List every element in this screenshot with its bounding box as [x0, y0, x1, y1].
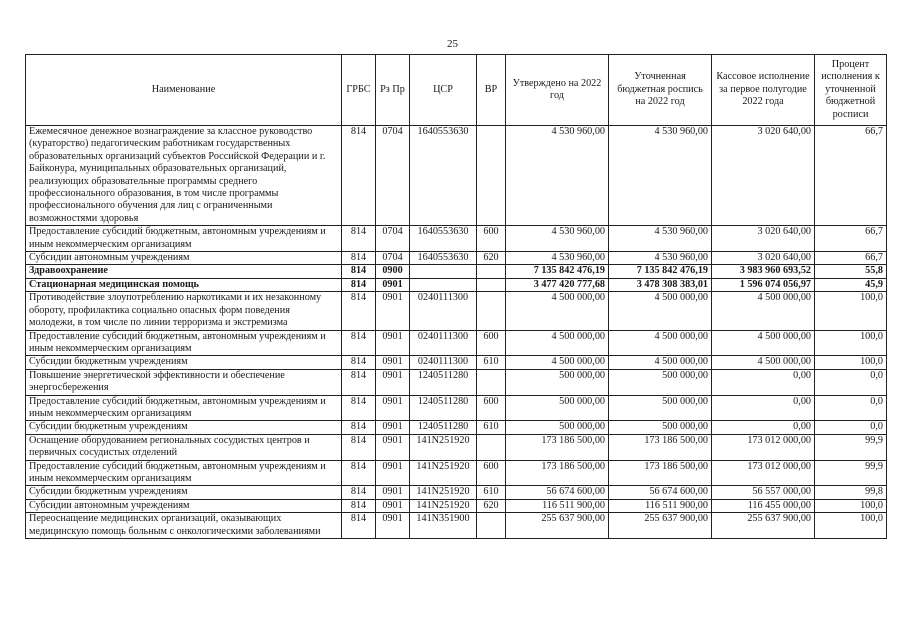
cell-approved: 4 500 000,00 [506, 292, 609, 330]
cell-grbs: 814 [342, 356, 376, 369]
cell-cash: 3 983 960 693,52 [712, 265, 815, 278]
table-row [26, 265, 887, 278]
cell-cash: 1 596 074 056,97 [712, 278, 815, 291]
cell-name: Оснащение оборудованием региональных сосудистых центров и первичных сосудистых отделений [26, 434, 342, 460]
cell-rzpr: 0901 [376, 278, 410, 291]
cell-rzpr: 0901 [376, 292, 410, 330]
cell-vr: 610 [477, 421, 506, 434]
cell-approved: 500 000,00 [506, 421, 609, 434]
cell-vr [477, 369, 506, 395]
cell-cash: 4 500 000,00 [712, 356, 815, 369]
cell-refined: 173 186 500,00 [609, 434, 712, 460]
page-number: 25 [447, 38, 458, 50]
table-row [26, 460, 887, 486]
cell-name: Субсидии бюджетным учреждениям [26, 421, 342, 434]
header-csr: ЦСР [410, 55, 477, 126]
table-row [26, 226, 887, 252]
cell-csr: 1240511280 [410, 369, 477, 395]
cell-approved: 500 000,00 [506, 395, 609, 421]
cell-approved: 4 500 000,00 [506, 330, 609, 356]
cell-grbs: 814 [342, 126, 376, 226]
table-row [26, 252, 887, 265]
cell-csr: 1640553630 [410, 226, 477, 252]
cell-cash: 0,00 [712, 421, 815, 434]
cell-name: Субсидии бюджетным учреждениям [26, 356, 342, 369]
cell-vr: 600 [477, 330, 506, 356]
cell-approved: 500 000,00 [506, 369, 609, 395]
cell-refined: 500 000,00 [609, 395, 712, 421]
table-row [26, 278, 887, 291]
cell-percent: 99,8 [815, 486, 887, 499]
cell-percent: 100,0 [815, 292, 887, 330]
cell-rzpr: 0901 [376, 330, 410, 356]
header-approved: Утверждено на 2022 год [506, 55, 609, 126]
cell-refined: 4 500 000,00 [609, 330, 712, 356]
header-vr: ВР [477, 55, 506, 126]
cell-csr [410, 265, 477, 278]
cell-vr: 600 [477, 226, 506, 252]
header-grbs: ГРБС [342, 55, 376, 126]
cell-grbs: 814 [342, 499, 376, 512]
cell-name: Ежемесячное денежное вознаграждение за классное руководство (кураторство) педагогическим работникам государственных образовательных организаций субъектов Российской Федерации и г. Байконура, муниципальных образовательных организаций, реализующих образовательные программы среднего профессионального образования, в том числе программы профессионального обучения для лиц с ограниченными возможностями здоровья [26, 126, 342, 226]
cell-percent: 99,9 [815, 460, 887, 486]
cell-grbs: 814 [342, 486, 376, 499]
cell-cash: 173 012 000,00 [712, 460, 815, 486]
table-row [26, 126, 887, 226]
cell-csr: 141N351900 [410, 513, 477, 539]
cell-percent: 100,0 [815, 356, 887, 369]
cell-cash: 3 020 640,00 [712, 252, 815, 265]
cell-cash: 3 020 640,00 [712, 226, 815, 252]
cell-name: Переоснащение медицинских организаций, оказывающих медицинскую помощь больным с онкологическими заболеваниями [26, 513, 342, 539]
cell-approved: 173 186 500,00 [506, 434, 609, 460]
cell-name: Стационарная медицинская помощь [26, 278, 342, 291]
cell-percent: 100,0 [815, 499, 887, 512]
cell-rzpr: 0704 [376, 126, 410, 226]
cell-refined: 4 500 000,00 [609, 356, 712, 369]
cell-refined: 173 186 500,00 [609, 460, 712, 486]
cell-rzpr: 0901 [376, 513, 410, 539]
cell-name: Противодействие злоупотреблению наркотиками и их незаконному обороту, профилактика социально опасных форм поведения молодежи, в том числе по линии терроризма и экстремизма [26, 292, 342, 330]
cell-percent: 99,9 [815, 434, 887, 460]
cell-vr: 620 [477, 252, 506, 265]
cell-grbs: 814 [342, 226, 376, 252]
cell-vr: 620 [477, 499, 506, 512]
cell-refined: 255 637 900,00 [609, 513, 712, 539]
table-header-row [26, 55, 887, 126]
cell-refined: 4 530 960,00 [609, 252, 712, 265]
header-cash: Кассовое исполнение за первое полугодие 2022 года [712, 55, 815, 126]
cell-rzpr: 0704 [376, 226, 410, 252]
cell-refined: 4 530 960,00 [609, 226, 712, 252]
cell-grbs: 814 [342, 513, 376, 539]
table-row [26, 486, 887, 499]
header-percent: Процент исполнения к уточненной бюджетной росписи [815, 55, 887, 126]
budget-table [25, 54, 887, 539]
cell-name: Субсидии автономным учреждениям [26, 252, 342, 265]
cell-approved: 56 674 600,00 [506, 486, 609, 499]
header-name: Наименование [26, 55, 342, 126]
cell-refined: 4 500 000,00 [609, 292, 712, 330]
header-refined: Уточненная бюджетная роспись на 2022 год [609, 55, 712, 126]
cell-vr: 600 [477, 395, 506, 421]
cell-percent: 0,0 [815, 395, 887, 421]
cell-approved: 4 530 960,00 [506, 252, 609, 265]
cell-name: Предоставление субсидий бюджетным, автономным учреждениям и иным некоммерческим организациям [26, 395, 342, 421]
cell-vr: 600 [477, 460, 506, 486]
cell-grbs: 814 [342, 252, 376, 265]
cell-approved: 7 135 842 476,19 [506, 265, 609, 278]
cell-csr: 0240111300 [410, 292, 477, 330]
cell-csr: 1640553630 [410, 252, 477, 265]
cell-name: Предоставление субсидий бюджетным, автономным учреждениям и иным некоммерческим организациям [26, 226, 342, 252]
cell-cash: 116 455 000,00 [712, 499, 815, 512]
cell-approved: 255 637 900,00 [506, 513, 609, 539]
cell-rzpr: 0901 [376, 499, 410, 512]
cell-rzpr: 0901 [376, 356, 410, 369]
table-row [26, 499, 887, 512]
cell-cash: 3 020 640,00 [712, 126, 815, 226]
cell-grbs: 814 [342, 278, 376, 291]
cell-name: Повышение энергетической эффективности и обеспечение энергосбережения [26, 369, 342, 395]
cell-grbs: 814 [342, 265, 376, 278]
cell-name: Субсидии автономным учреждениям [26, 499, 342, 512]
cell-grbs: 814 [342, 330, 376, 356]
cell-percent: 55,8 [815, 265, 887, 278]
cell-rzpr: 0901 [376, 460, 410, 486]
cell-percent: 0,0 [815, 369, 887, 395]
cell-vr [477, 292, 506, 330]
cell-grbs: 814 [342, 292, 376, 330]
cell-percent: 66,7 [815, 252, 887, 265]
cell-percent: 45,9 [815, 278, 887, 291]
cell-grbs: 814 [342, 369, 376, 395]
cell-refined: 4 530 960,00 [609, 126, 712, 226]
cell-percent: 66,7 [815, 226, 887, 252]
cell-csr: 141N251920 [410, 486, 477, 499]
cell-grbs: 814 [342, 421, 376, 434]
cell-csr: 1240511280 [410, 395, 477, 421]
cell-percent: 0,0 [815, 421, 887, 434]
cell-csr: 141N251920 [410, 499, 477, 512]
cell-csr: 141N251920 [410, 460, 477, 486]
table-row [26, 395, 887, 421]
cell-cash: 0,00 [712, 395, 815, 421]
table-row [26, 330, 887, 356]
cell-csr: 1240511280 [410, 421, 477, 434]
cell-approved: 4 530 960,00 [506, 126, 609, 226]
cell-percent: 100,0 [815, 330, 887, 356]
cell-refined: 500 000,00 [609, 421, 712, 434]
cell-cash: 56 557 000,00 [712, 486, 815, 499]
header-rzpr: Рз Пр [376, 55, 410, 126]
cell-rzpr: 0901 [376, 395, 410, 421]
cell-percent: 66,7 [815, 126, 887, 226]
table-row [26, 434, 887, 460]
cell-cash: 4 500 000,00 [712, 330, 815, 356]
cell-vr [477, 513, 506, 539]
cell-rzpr: 0901 [376, 421, 410, 434]
cell-grbs: 814 [342, 460, 376, 486]
cell-refined: 3 478 308 383,01 [609, 278, 712, 291]
cell-cash: 0,00 [712, 369, 815, 395]
table-row [26, 369, 887, 395]
cell-name: Здравоохранение [26, 265, 342, 278]
cell-cash: 255 637 900,00 [712, 513, 815, 539]
cell-rzpr: 0901 [376, 434, 410, 460]
cell-approved: 173 186 500,00 [506, 460, 609, 486]
cell-refined: 500 000,00 [609, 369, 712, 395]
cell-vr [477, 265, 506, 278]
cell-vr [477, 434, 506, 460]
cell-rzpr: 0901 [376, 369, 410, 395]
cell-refined: 116 511 900,00 [609, 499, 712, 512]
cell-csr: 1640553630 [410, 126, 477, 226]
cell-rzpr: 0704 [376, 252, 410, 265]
cell-approved: 4 500 000,00 [506, 356, 609, 369]
cell-rzpr: 0900 [376, 265, 410, 278]
cell-refined: 7 135 842 476,19 [609, 265, 712, 278]
cell-csr: 0240111300 [410, 356, 477, 369]
table-row [26, 292, 887, 330]
cell-vr [477, 278, 506, 291]
cell-vr: 610 [477, 486, 506, 499]
cell-approved: 4 530 960,00 [506, 226, 609, 252]
cell-csr: 141N251920 [410, 434, 477, 460]
cell-cash: 4 500 000,00 [712, 292, 815, 330]
cell-grbs: 814 [342, 434, 376, 460]
cell-vr: 610 [477, 356, 506, 369]
cell-approved: 116 511 900,00 [506, 499, 609, 512]
table-row [26, 513, 887, 539]
cell-name: Предоставление субсидий бюджетным, автономным учреждениям и иным некоммерческим организациям [26, 460, 342, 486]
table-row [26, 356, 887, 369]
cell-cash: 173 012 000,00 [712, 434, 815, 460]
cell-grbs: 814 [342, 395, 376, 421]
cell-name: Предоставление субсидий бюджетным, автономным учреждениям и иным некоммерческим организациям [26, 330, 342, 356]
cell-csr: 0240111300 [410, 330, 477, 356]
cell-refined: 56 674 600,00 [609, 486, 712, 499]
cell-vr [477, 126, 506, 226]
cell-percent: 100,0 [815, 513, 887, 539]
cell-name: Субсидии бюджетным учреждениям [26, 486, 342, 499]
cell-approved: 3 477 420 777,68 [506, 278, 609, 291]
table-row [26, 421, 887, 434]
cell-rzpr: 0901 [376, 486, 410, 499]
cell-csr [410, 278, 477, 291]
